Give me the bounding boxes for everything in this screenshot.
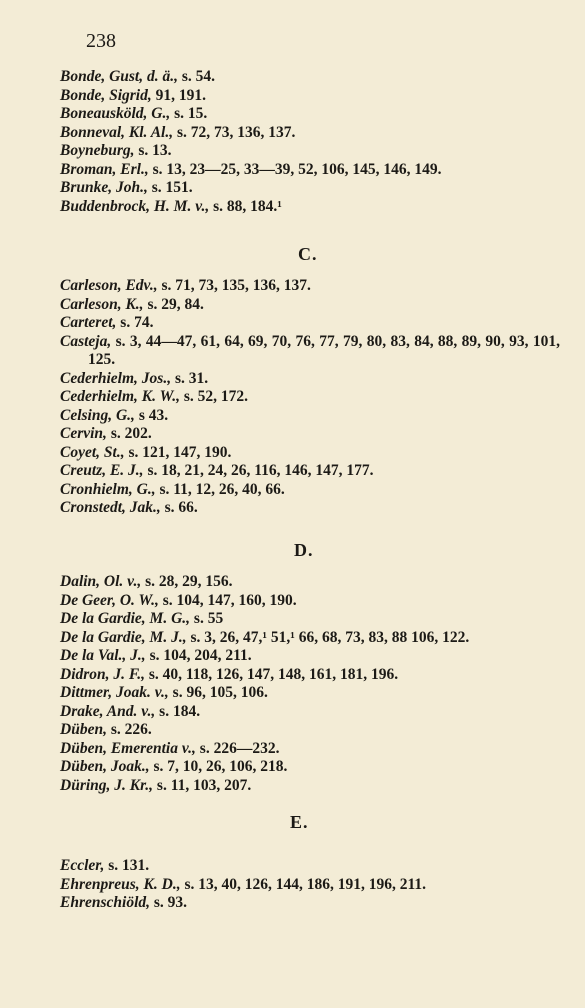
entry-name: Ehrenpreus, K. D., [60, 875, 181, 893]
entry-refs: s. 3, 26, 47,¹ 51,¹ 66, 68, 73, 83, 88 106, 122. [186, 628, 470, 646]
entry-name: Drake, And. v., [60, 702, 156, 720]
entry-name: Brunke, Joh., [60, 179, 148, 196]
entry-refs: s. 7, 10, 26, 106, 218. [149, 758, 288, 775]
entry-refs: s. 54. [178, 68, 216, 85]
index-entry [60, 444, 560, 463]
entry-name: Carleson, K., [60, 295, 144, 313]
entry-name: Dalin, Ol. v., [60, 573, 142, 590]
section-heading-e: E. [290, 812, 309, 832]
index-entry [60, 777, 560, 796]
entry-name: Cederhielm, Jos., [60, 369, 172, 387]
index-entry [60, 740, 560, 759]
index-entry [60, 499, 560, 518]
entry-refs: s. 96, 105, 106. [168, 684, 268, 701]
index-entry [60, 296, 560, 315]
entry-refs: s. 55 [190, 610, 224, 627]
entry-refs: s. 151. [147, 179, 193, 196]
entry-name: Bonde, Gust, d. ä., [60, 68, 178, 85]
index-entry [60, 721, 560, 740]
index-entry [60, 758, 560, 777]
entry-name: Boyneburg, [60, 142, 135, 159]
entry-name: Bonneval, Kl. Al., [60, 123, 174, 141]
entry-name: Eccler, [60, 857, 105, 874]
entry-refs: s. 88, 184.¹ [209, 197, 282, 215]
index-entry [60, 87, 560, 106]
entry-name: Cronhielm, G., [60, 480, 156, 498]
entry-name: De la Gardie, M. J., [60, 628, 187, 646]
entry-refs: s. 131. [104, 857, 150, 874]
index-entry [60, 314, 560, 333]
index-entry [60, 629, 560, 648]
entry-refs: s. 71, 73, 135, 136, 137. [157, 277, 311, 294]
index-entry [60, 894, 560, 913]
index-entry [60, 105, 560, 124]
index-entry [60, 198, 560, 217]
index-section-c [60, 277, 560, 518]
index-entry [60, 647, 560, 666]
section-heading-d: D. [294, 540, 314, 560]
index-entry [60, 277, 560, 296]
index-entry [60, 592, 560, 611]
index-section-d [60, 573, 560, 795]
entry-name: Broman, Erl., [60, 160, 149, 178]
section-heading-c: C. [298, 244, 318, 264]
entry-name: Cronstedt, Jak., [60, 499, 161, 516]
entry-refs: s. 93. [150, 894, 188, 911]
entry-refs: s. 52, 172. [180, 388, 249, 405]
index-entry [60, 161, 560, 180]
entry-name: Cervin, [60, 425, 107, 442]
index-entry [60, 462, 560, 481]
entry-name: Didron, J. F., [60, 665, 145, 683]
entry-refs: s 43. [134, 406, 169, 424]
entry-name: Coyet, St., [60, 443, 125, 461]
entry-name: Buddenbrock, H. M. v., [60, 197, 210, 215]
page-number: 238 [86, 30, 116, 52]
entry-refs: s. 202. [106, 425, 152, 442]
index-entry [60, 876, 560, 895]
entry-refs: s. 15. [170, 105, 208, 122]
entry-refs: s. 66. [160, 499, 198, 516]
entry-refs: s. 104, 204, 211. [145, 647, 252, 664]
entry-name: Celsing, G., [60, 406, 135, 424]
entry-name: Düben, Joak., [60, 758, 150, 775]
entry-name: De Geer, O. W., [60, 591, 159, 609]
entry-refs: s. 31. [171, 369, 209, 387]
entry-name: Creutz, E. J., [60, 462, 144, 479]
index-entry [60, 684, 560, 703]
entry-refs: s. 72, 73, 136, 137. [173, 123, 296, 141]
entry-name: Boneausköld, G., [60, 105, 171, 122]
entry-refs: s. 13, 40, 126, 144, 186, 191, 196, 211. [180, 875, 427, 893]
entry-refs: s. 226—232. [195, 739, 280, 757]
index-entry [60, 179, 560, 198]
index-entry [60, 573, 560, 592]
index-entry [60, 425, 560, 444]
index-entry [60, 481, 560, 500]
index-entry [60, 666, 560, 685]
entry-name: Carleson, Edv., [60, 277, 158, 294]
entry-name: Carteret, [60, 314, 117, 331]
entry-refs: s. 74. [116, 314, 154, 331]
entry-refs: s. 11, 103, 207. [153, 776, 252, 794]
entry-name: De la Val., J., [60, 647, 146, 664]
entry-refs: s. 3, 44—47, 61, 64, 69, 70, 76, 77, 79, 80, 83, 84, 88, 89, 90, 93, 101, 125. [88, 332, 560, 368]
entry-refs: s. 184. [155, 702, 201, 720]
entry-name: Ehrenschiöld, [60, 894, 151, 911]
index-entry [60, 370, 560, 389]
entry-name: Casteja, [60, 332, 112, 350]
index-section-b [60, 68, 560, 216]
index-entry [60, 68, 560, 87]
entry-refs: s. 226. [106, 721, 152, 738]
index-entry [60, 333, 560, 370]
index-entry [60, 610, 560, 629]
entry-name: Düben, Emerentia v., [60, 739, 196, 757]
index-entry [60, 388, 560, 407]
index-entry [60, 857, 560, 876]
index-entry [60, 407, 560, 426]
entry-refs: s. 121, 147, 190. [124, 443, 232, 461]
entry-refs: s. 11, 12, 26, 40, 66. [155, 480, 285, 498]
index-entry [60, 703, 560, 722]
entry-refs: s. 40, 118, 126, 147, 148, 161, 181, 196. [145, 665, 399, 683]
index-entry [60, 142, 560, 161]
entry-refs: s. 28, 29, 156. [141, 573, 233, 590]
entry-name: Düring, J. Kr., [60, 776, 154, 794]
entry-name: Dittmer, Joak. v., [60, 684, 169, 701]
entry-name: Düben, [60, 721, 107, 738]
entry-name: Bonde, Sigrid, [60, 86, 152, 104]
entry-refs: s. 13, 23—25, 33—39, 52, 106, 145, 146, 149. [148, 160, 442, 178]
entry-name: Cederhielm, K. W., [60, 388, 180, 405]
entry-name: De la Gardie, M. G., [60, 610, 191, 627]
entry-refs: 91, 191. [151, 86, 206, 104]
entry-refs: s. 104, 147, 160, 190. [158, 591, 297, 609]
entry-refs: s. 13. [134, 142, 172, 159]
entry-refs: s. 18, 21, 24, 26, 116, 146, 147, 177. [143, 462, 374, 479]
entry-refs: s. 29, 84. [143, 295, 204, 313]
index-section-e [60, 857, 560, 913]
index-entry [60, 124, 560, 143]
